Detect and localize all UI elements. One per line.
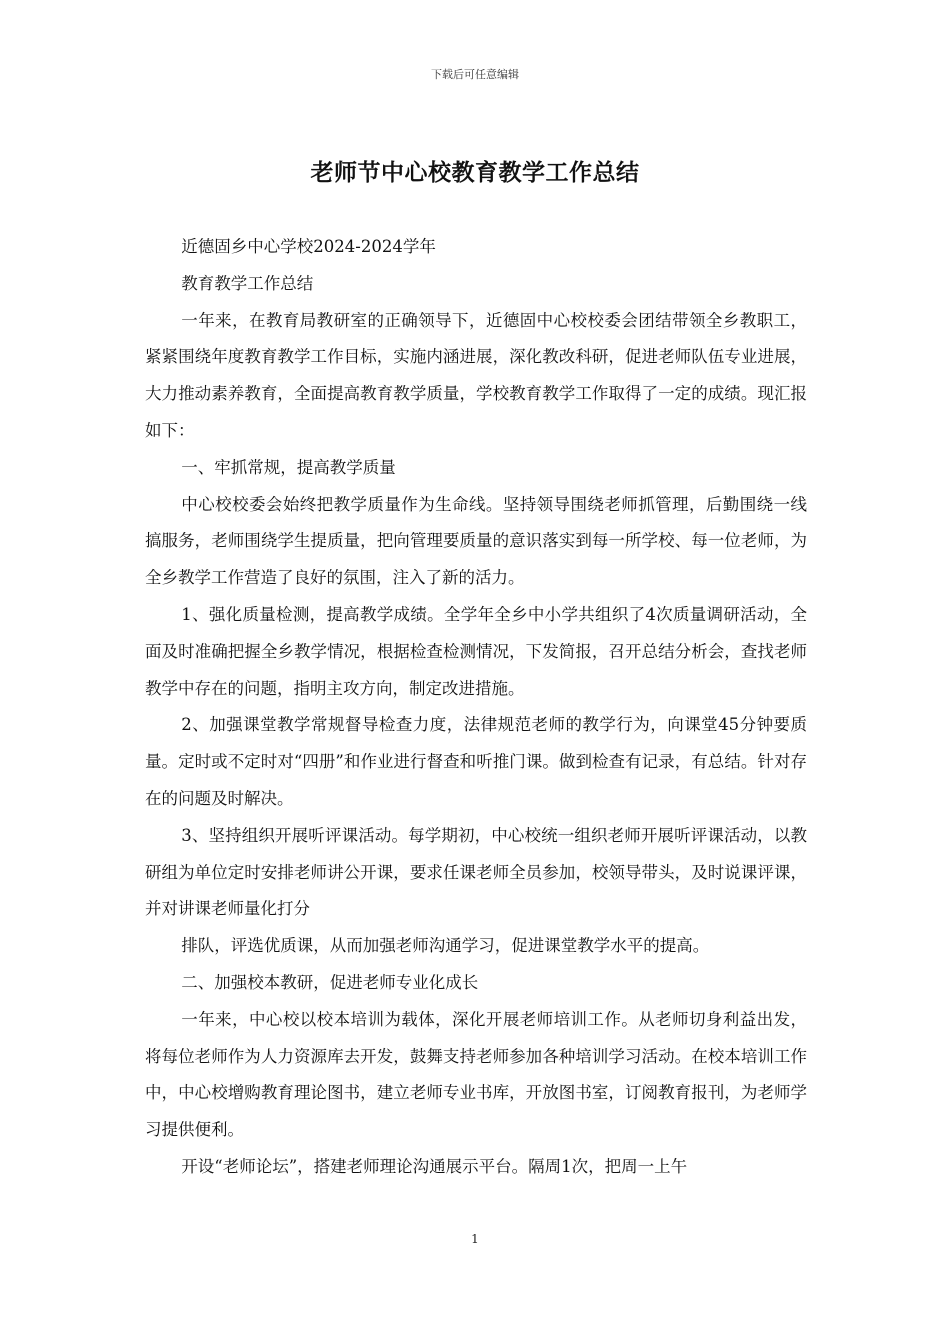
page-number: 1 [471,1232,479,1246]
paragraph-item-3: 3、坚持组织开展听评课活动。每学期初，中心校统一组织老师开展听评课活动，以教研组为单位定时安排老师讲公开课，要求任课老师全员参加，校领导带头，及时说课评课，并对讲课老师量化打分 [145,825,807,919]
paragraph-intro: 一年来，在教育局教研室的正确领导下，近德固中心校校委会团结带领全乡教职工，紧紧围绕年度教育教学工作目标，实施内涵进展，深化教改科研，促进老师队伍专业进展，大力推动素养教育，全面提高教育教学质量，学校教育教学工作取得了一定的成绩。现汇报如下： [145,310,807,440]
paragraph-continuation: 排队，评选优质课，从而加强老师沟通学习，促进课堂教学水平的提高。 [181,936,710,956]
paragraph-training: 一年来，中心校以校本培训为载体，深化开展老师培训工作。从老师切身利益出发，将每位老师作为人力资源库去开发，鼓舞支持老师参加各种培训学习活动。在校本培训工作中，中心校增购教育理论图书，建立老师专业书库，开放图书室，订阅教育报刊，为老师学习提供便利。 [145,1009,807,1140]
section-heading-2: 二、加强校本教研，促进老师专业化成长 [181,972,479,992]
paragraph-subtitle: 教育教学工作总结 [181,273,314,293]
document-body [145,229,807,1186]
document-title: 老师节中心校教育教学工作总结 [310,159,640,186]
header-note: 下载后可任意编辑 [431,68,519,81]
paragraph-school-name: 近德固乡中心学校2024-2024学年 [181,237,436,256]
paragraph-item-1: 1、强化质量检测，提高教学成绩。全学年全乡中小学共组织了4次质量调研活动，全面及时准确把握全乡教学情况，根据检查检测情况，下发简报，召开总结分析会，查找老师教学中存在的问题，指明主攻方向，制定改进措施。 [145,604,807,698]
paragraph-body: 中心校校委会始终把教学质量作为生命线。坚持领导围绕老师抓管理，后勤围绕一线搞服务，老师围绕学生提质量，把向管理要质量的意识落实到每一所学校、每一位老师，为全乡教学工作营造了良好的氛围，注入了新的活力。 [145,494,807,588]
section-heading-1: 一、牢抓常规，提高教学质量 [181,457,396,477]
paragraph-forum: 开设“老师论坛”，搭建老师理论沟通展示平台。隔周1次，把周一上午 [181,1156,688,1176]
paragraph-item-2: 2、加强课堂教学常规督导检查力度，法律规范老师的教学行为，向课堂45分钟要质量。定时或不定时对“四册”和作业进行督查和听推门课。做到检查有记录，有总结。针对存在的问题及时解决。 [145,715,807,808]
